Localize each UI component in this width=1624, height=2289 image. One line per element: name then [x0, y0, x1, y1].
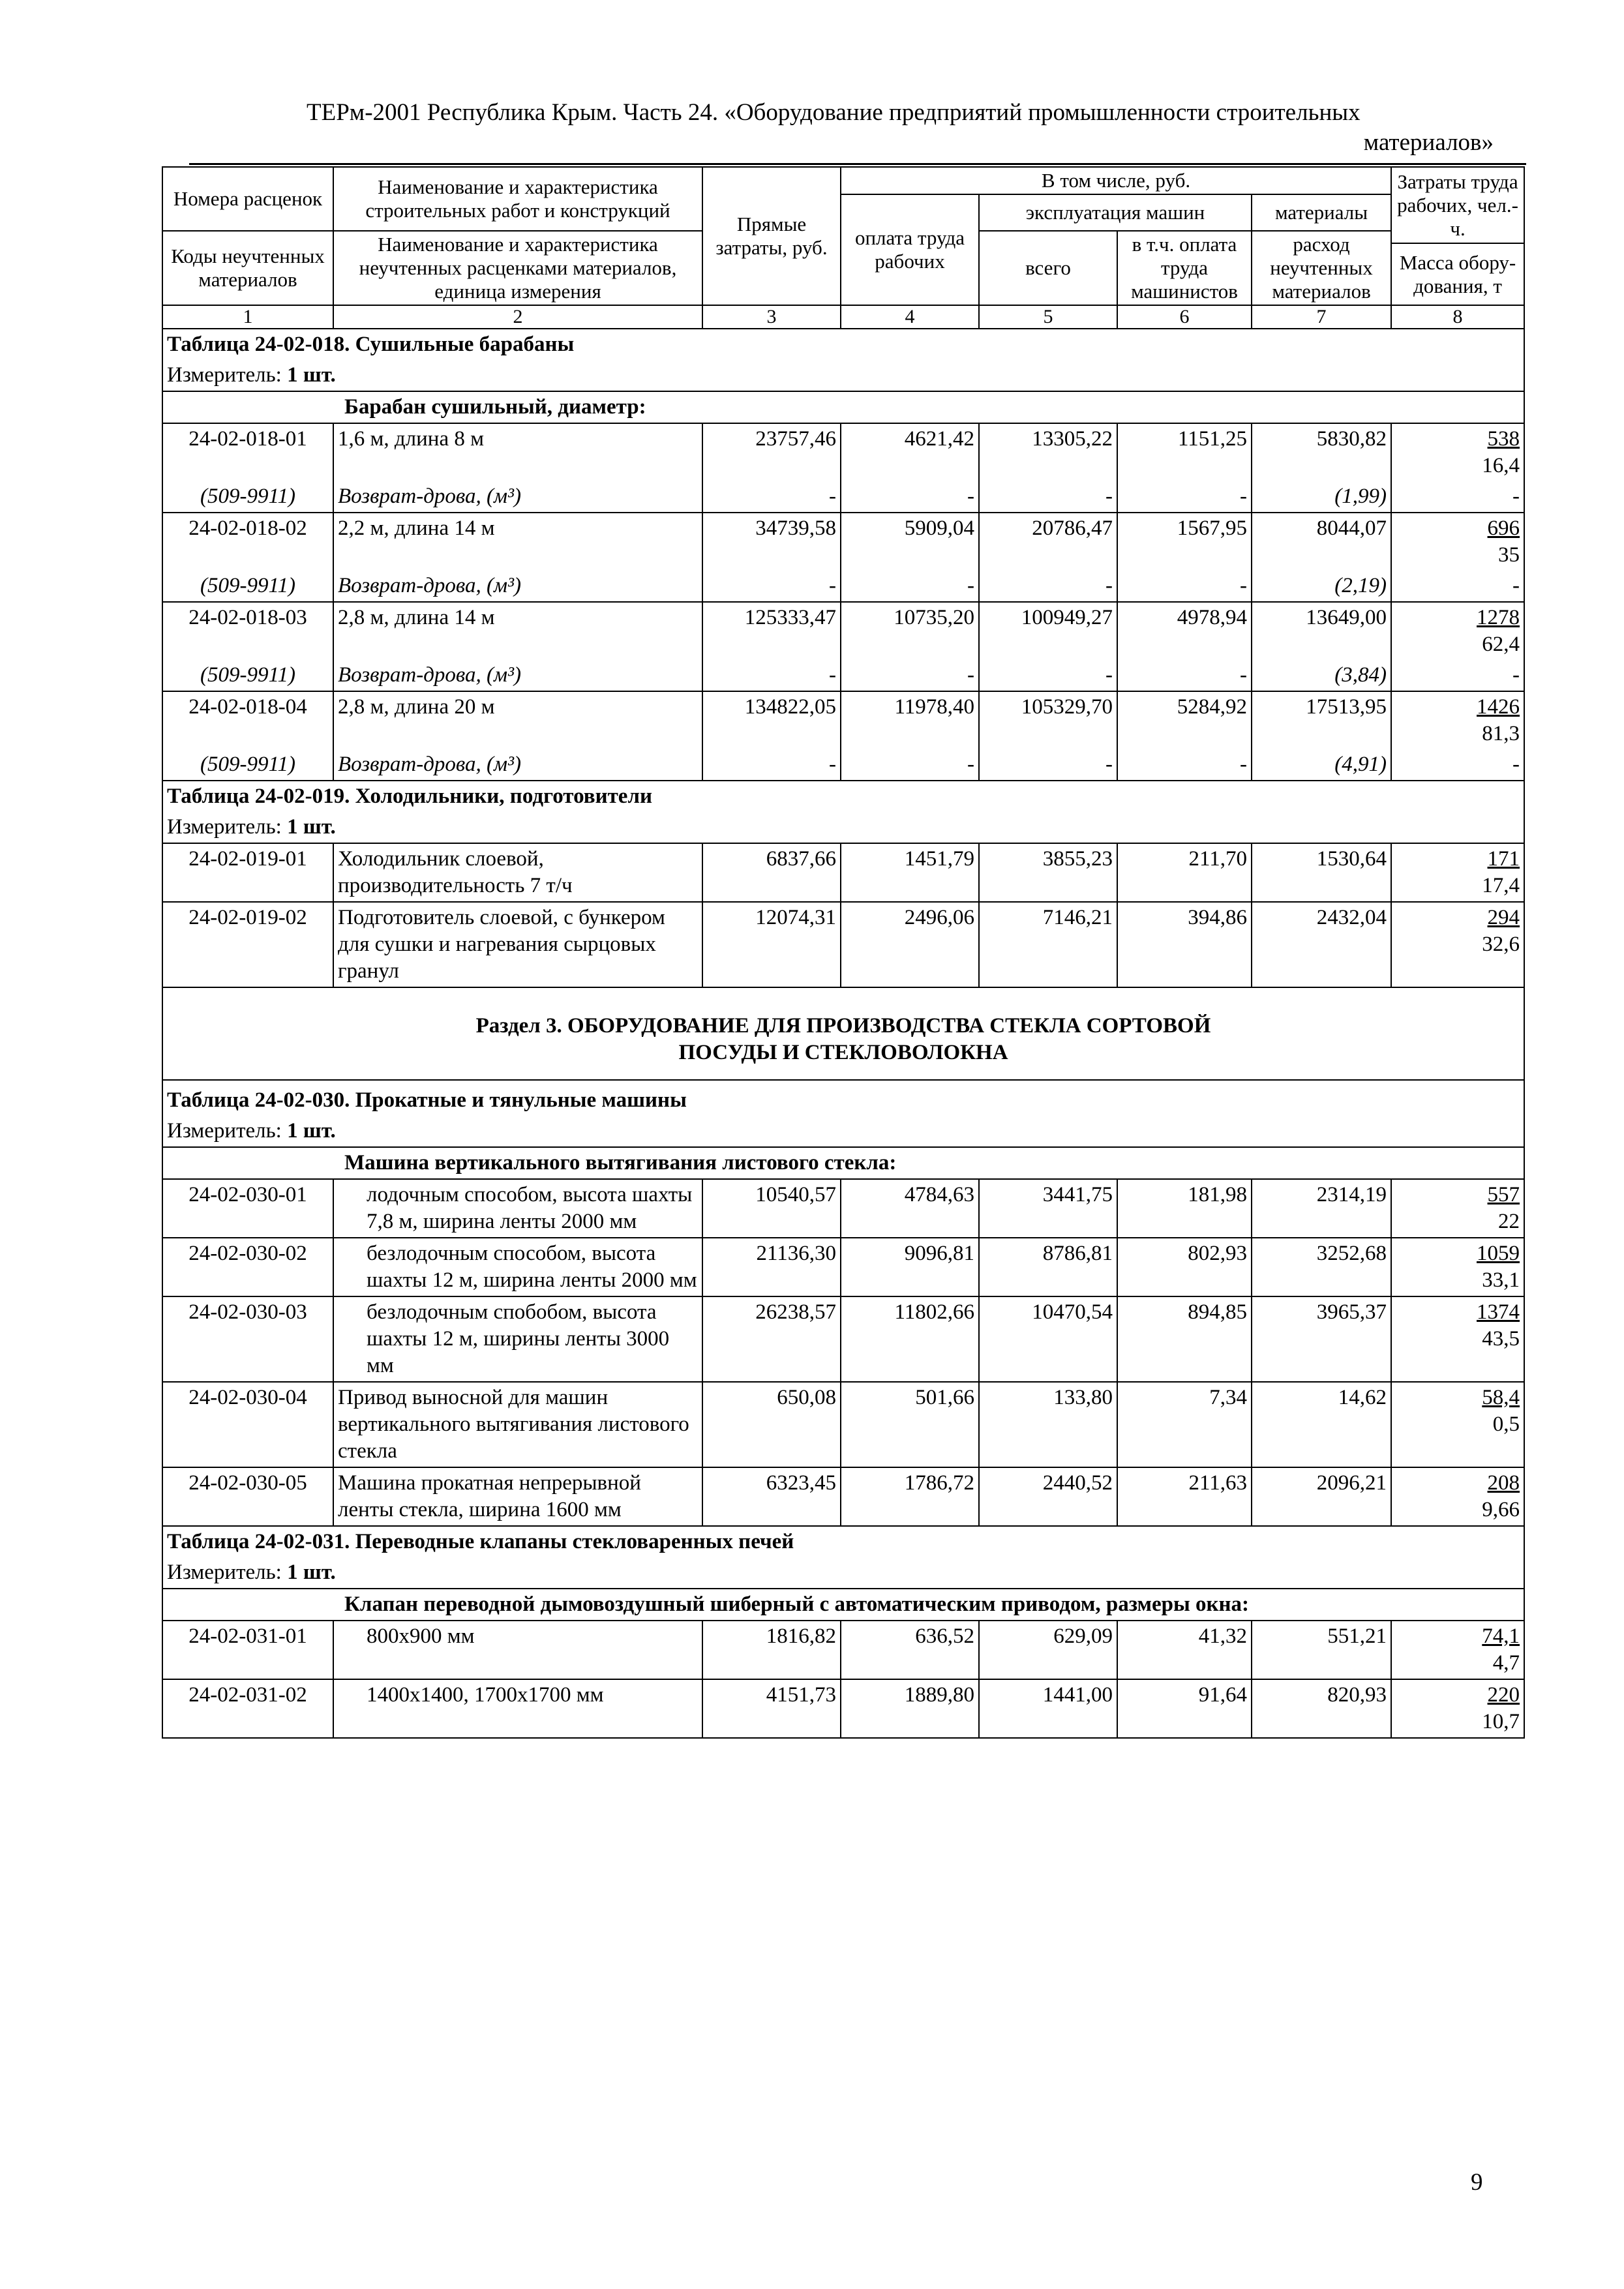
labor-hours: 1426	[1477, 695, 1520, 719]
material-labor: -	[841, 749, 979, 781]
equipment-mass: 33,1	[1482, 1268, 1520, 1292]
table-title-row	[162, 781, 1524, 812]
equipment-mass: 4,7	[1492, 1651, 1520, 1675]
rate-code: 24-02-019-01	[162, 843, 333, 902]
machine-cost: 2440,52	[979, 1467, 1117, 1526]
rate-code: 24-02-018-02	[162, 513, 333, 571]
material-name: Возврат-дрова, (м³)	[333, 749, 702, 781]
material-last: -	[1391, 660, 1524, 691]
col-number: 8	[1391, 305, 1524, 329]
table-title-row	[162, 329, 1524, 360]
measure-label: Измеритель:	[167, 363, 282, 387]
table-row	[162, 691, 1524, 749]
material-mach-labor: -	[1117, 749, 1252, 781]
material-direct: -	[702, 749, 841, 781]
table-title-row	[162, 1080, 1524, 1116]
th-in-total: В том числе, руб.	[841, 167, 1391, 194]
labor-hours: 58,4	[1482, 1386, 1520, 1409]
direct-cost: 4151,73	[702, 1679, 841, 1738]
group-row	[162, 1589, 1524, 1621]
table-row	[162, 1179, 1524, 1238]
rate-code: 24-02-030-04	[162, 1382, 333, 1467]
material-consumption: (3,84)	[1252, 660, 1391, 691]
table-row	[162, 1621, 1524, 1679]
labor-mass-cell	[1391, 691, 1524, 749]
th-machines: эксплуатация машин	[979, 194, 1252, 231]
measure-value: 1 шт.	[287, 1119, 336, 1143]
labor-cost: 5909,04	[841, 513, 979, 571]
material-consumption: (2,19)	[1252, 571, 1391, 602]
labor-cost: 2496,06	[841, 902, 979, 987]
equipment-mass: 17,4	[1482, 874, 1520, 897]
material-row	[162, 571, 1524, 602]
measure-value: 1 шт.	[287, 363, 336, 387]
machine-labor-cost: 91,64	[1117, 1679, 1252, 1738]
th-col3: Прямые затраты, руб.	[702, 167, 841, 305]
equipment-mass: 22	[1498, 1210, 1520, 1233]
table-row	[162, 1467, 1524, 1526]
labor-mass-cell	[1391, 1679, 1524, 1738]
labor-hours: 208	[1487, 1471, 1520, 1495]
material-mach: -	[979, 749, 1117, 781]
measure-label: Измеритель:	[167, 815, 282, 839]
labor-hours: 1278	[1477, 606, 1520, 629]
material-code: (509-9911)	[162, 571, 333, 602]
machine-labor-cost: 1151,25	[1117, 423, 1252, 481]
materials-cost: 3252,68	[1252, 1238, 1391, 1296]
col-number: 3	[702, 305, 841, 329]
th-col1-bottom: Коды неучтенных материалов	[162, 231, 333, 305]
page-number: 9	[1471, 2169, 1483, 2196]
labor-cost: 636,52	[841, 1621, 979, 1679]
labor-cost: 501,66	[841, 1382, 979, 1467]
equipment-mass: 0,5	[1492, 1413, 1520, 1436]
direct-cost: 21136,30	[702, 1238, 841, 1296]
header-line-1: ТЕРм-2001 Республика Крым. Часть 24. «Оборудование предприятий промышленности строительных	[307, 99, 1361, 126]
material-labor: -	[841, 660, 979, 691]
rate-name: 2,8 м, длина 14 м	[333, 602, 702, 660]
direct-cost: 650,08	[702, 1382, 841, 1467]
group-row	[162, 1147, 1524, 1179]
material-mach: -	[979, 571, 1117, 602]
rate-name: лодочным способом, высота шахты 7,8 м, ширина ленты 2000 мм	[333, 1179, 702, 1238]
group-label: Машина вертикального вытягивания листового стекла:	[162, 1147, 1524, 1179]
section-heading	[162, 987, 1524, 1080]
table-row	[162, 1382, 1524, 1467]
direct-cost: 134822,05	[702, 691, 841, 749]
equipment-mass: 62,4	[1482, 633, 1520, 656]
material-name: Возврат-дрова, (м³)	[333, 481, 702, 513]
rate-code: 24-02-019-02	[162, 902, 333, 987]
labor-mass-cell	[1391, 602, 1524, 660]
material-row	[162, 749, 1524, 781]
rate-code: 24-02-031-02	[162, 1679, 333, 1738]
labor-cost: 10735,20	[841, 602, 979, 660]
table-title: Таблица 24-02-030. Прокатные и тянульные машины	[162, 1080, 1524, 1116]
direct-cost: 12074,31	[702, 902, 841, 987]
machine-cost: 1441,00	[979, 1679, 1117, 1738]
th-col8-bottom: Масса обору-дования, т	[1391, 243, 1524, 305]
th-col8-top: Затраты труда рабочих, чел.-ч.	[1391, 167, 1524, 243]
labor-hours: 294	[1487, 906, 1520, 929]
equipment-mass: 35	[1498, 543, 1520, 567]
col-number: 7	[1252, 305, 1391, 329]
material-consumption: (1,99)	[1252, 481, 1391, 513]
machine-cost: 7146,21	[979, 902, 1117, 987]
rate-name: 800х900 мм	[333, 1621, 702, 1679]
machine-cost: 13305,22	[979, 423, 1117, 481]
table-row	[162, 1238, 1524, 1296]
measure-label: Измеритель:	[167, 1561, 282, 1584]
labor-cost: 11802,66	[841, 1296, 979, 1382]
direct-cost: 6323,45	[702, 1467, 841, 1526]
equipment-mass: 32,6	[1482, 933, 1520, 956]
group-label: Клапан переводной дымовоздушный шиберный с автоматическим приводом, размеры окна:	[162, 1589, 1524, 1621]
labor-mass-cell	[1391, 513, 1524, 571]
material-name: Возврат-дрова, (м³)	[333, 660, 702, 691]
group-label: Барабан сушильный, диаметр:	[162, 391, 1524, 423]
rate-name: Подготовитель слоевой, с бункером для сушки и нагревания сырцовых гранул	[333, 902, 702, 987]
labor-cost: 1786,72	[841, 1467, 979, 1526]
material-labor: -	[841, 481, 979, 513]
material-direct: -	[702, 660, 841, 691]
col-number: 6	[1117, 305, 1252, 329]
labor-mass-cell	[1391, 843, 1524, 902]
materials-cost: 551,21	[1252, 1621, 1391, 1679]
material-row	[162, 481, 1524, 513]
material-code: (509-9911)	[162, 481, 333, 513]
machine-cost: 3855,23	[979, 843, 1117, 902]
section-heading-line-1: Раздел 3. ОБОРУДОВАНИЕ ДЛЯ ПРОИЗВОДСТВА СТЕКЛА СОРТОВОЙ	[475, 1014, 1211, 1038]
th-col2-bottom: Наименование и характеристика неучтенных расценками материалов, единица измерения	[333, 231, 702, 305]
labor-hours: 171	[1487, 847, 1520, 871]
measure-label: Измеритель:	[167, 1119, 282, 1143]
labor-cost: 11978,40	[841, 691, 979, 749]
materials-cost: 14,62	[1252, 1382, 1391, 1467]
labor-hours: 696	[1487, 516, 1520, 540]
materials-cost: 8044,07	[1252, 513, 1391, 571]
labor-hours: 74,1	[1482, 1624, 1520, 1648]
table-row	[162, 602, 1524, 660]
equipment-mass: 16,4	[1482, 454, 1520, 477]
labor-hours: 538	[1487, 427, 1520, 451]
table-row	[162, 1679, 1524, 1738]
materials-cost: 2314,19	[1252, 1179, 1391, 1238]
machine-labor-cost: 894,85	[1117, 1296, 1252, 1382]
material-last: -	[1391, 571, 1524, 602]
machine-cost: 3441,75	[979, 1179, 1117, 1238]
material-consumption: (4,91)	[1252, 749, 1391, 781]
labor-mass-cell	[1391, 1621, 1524, 1679]
column-number-row	[162, 305, 1524, 329]
table-row	[162, 513, 1524, 571]
machine-labor-cost: 41,32	[1117, 1621, 1252, 1679]
materials-cost: 2432,04	[1252, 902, 1391, 987]
th-col6: в т.ч. оплата труда машинистов	[1117, 231, 1252, 305]
materials-cost: 17513,95	[1252, 691, 1391, 749]
measure	[162, 1116, 1524, 1147]
labor-mass-cell	[1391, 1467, 1524, 1526]
rate-code: 24-02-018-01	[162, 423, 333, 481]
table-row	[162, 1296, 1524, 1382]
material-mach: -	[979, 660, 1117, 691]
direct-cost: 34739,58	[702, 513, 841, 571]
rate-name: Машина прокатная непрерывной ленты стекла, ширина 1600 мм	[333, 1467, 702, 1526]
table-row	[162, 843, 1524, 902]
table-title-row	[162, 1526, 1524, 1557]
equipment-mass: 81,3	[1482, 722, 1520, 745]
labor-hours: 557	[1487, 1183, 1520, 1206]
section-heading-line-2: ПОСУДЫ И СТЕКЛОВОЛОКНА	[678, 1041, 1008, 1064]
machine-cost: 105329,70	[979, 691, 1117, 749]
materials-cost: 1530,64	[1252, 843, 1391, 902]
rates-table	[162, 166, 1525, 1739]
labor-hours: 1059	[1477, 1242, 1520, 1265]
rate-name: 2,8 м, длина 20 м	[333, 691, 702, 749]
measure-row	[162, 1557, 1524, 1589]
rate-name: Привод выносной для машин вертикального вытягивания листового стекла	[333, 1382, 702, 1467]
material-mach-labor: -	[1117, 660, 1252, 691]
material-code: (509-9911)	[162, 660, 333, 691]
labor-cost: 1889,80	[841, 1679, 979, 1738]
machine-cost: 10470,54	[979, 1296, 1117, 1382]
measure-row	[162, 360, 1524, 391]
col-number: 5	[979, 305, 1117, 329]
th-col4: оплата труда рабочих	[841, 194, 979, 305]
table-row	[162, 423, 1524, 481]
th-col7: расход неучтенных материалов	[1252, 231, 1391, 305]
rate-code: 24-02-030-05	[162, 1467, 333, 1526]
rate-name: безлодочным спобобом, высота шахты 12 м, ширины ленты 3000 мм	[333, 1296, 702, 1382]
materials-cost: 820,93	[1252, 1679, 1391, 1738]
rate-name: Холодильник слоевой, производительность 7 т/ч	[333, 843, 702, 902]
material-mach: -	[979, 481, 1117, 513]
material-mach-labor: -	[1117, 571, 1252, 602]
machine-labor-cost: 7,34	[1117, 1382, 1252, 1467]
machine-cost: 20786,47	[979, 513, 1117, 571]
machine-labor-cost: 181,98	[1117, 1179, 1252, 1238]
equipment-mass: 9,66	[1482, 1498, 1520, 1521]
labor-mass-cell	[1391, 902, 1524, 987]
material-last: -	[1391, 749, 1524, 781]
direct-cost: 26238,57	[702, 1296, 841, 1382]
rate-name: 1400х1400, 1700х1700 мм	[333, 1679, 702, 1738]
material-labor: -	[841, 571, 979, 602]
materials-cost: 2096,21	[1252, 1467, 1391, 1526]
machine-labor-cost: 802,93	[1117, 1238, 1252, 1296]
header-rule	[189, 163, 1526, 165]
rate-code: 24-02-018-03	[162, 602, 333, 660]
labor-cost: 4621,42	[841, 423, 979, 481]
labor-hours: 220	[1487, 1683, 1520, 1707]
material-code: (509-9911)	[162, 749, 333, 781]
machine-labor-cost: 394,86	[1117, 902, 1252, 987]
material-direct: -	[702, 571, 841, 602]
machine-labor-cost: 211,63	[1117, 1467, 1252, 1526]
rate-code: 24-02-030-01	[162, 1179, 333, 1238]
machine-labor-cost: 5284,92	[1117, 691, 1252, 749]
materials-cost: 13649,00	[1252, 602, 1391, 660]
direct-cost: 6837,66	[702, 843, 841, 902]
th-materials: материалы	[1252, 194, 1391, 231]
document-header	[307, 98, 1494, 158]
measure-row	[162, 1116, 1524, 1147]
machine-labor-cost: 4978,94	[1117, 602, 1252, 660]
measure	[162, 360, 1524, 391]
machine-cost: 100949,27	[979, 602, 1117, 660]
labor-cost: 4784,63	[841, 1179, 979, 1238]
direct-cost: 10540,57	[702, 1179, 841, 1238]
labor-mass-cell	[1391, 423, 1524, 481]
group-row	[162, 391, 1524, 423]
labor-mass-cell	[1391, 1179, 1524, 1238]
rate-code: 24-02-031-01	[162, 1621, 333, 1679]
measure-value: 1 шт.	[287, 815, 336, 839]
machine-cost: 133,80	[979, 1382, 1117, 1467]
rate-code: 24-02-018-04	[162, 691, 333, 749]
th-col1-top: Номера расценок	[162, 167, 333, 231]
header-line-2: материалов»	[1363, 129, 1494, 156]
measure	[162, 812, 1524, 843]
material-name: Возврат-дрова, (м³)	[333, 571, 702, 602]
direct-cost: 1816,82	[702, 1621, 841, 1679]
measure-row	[162, 812, 1524, 843]
labor-hours: 1374	[1477, 1300, 1520, 1324]
materials-cost: 5830,82	[1252, 423, 1391, 481]
table-title: Таблица 24-02-019. Холодильники, подготовители	[162, 781, 1524, 812]
material-direct: -	[702, 481, 841, 513]
section-heading-row	[162, 987, 1524, 1080]
labor-mass-cell	[1391, 1382, 1524, 1467]
material-row	[162, 660, 1524, 691]
table-title: Таблица 24-02-018. Сушильные барабаны	[162, 329, 1524, 360]
measure	[162, 1557, 1524, 1589]
rate-name: безлодочным способом, высота шахты 12 м, ширина ленты 2000 мм	[333, 1238, 702, 1296]
rate-name: 1,6 м, длина 8 м	[333, 423, 702, 481]
table-row	[162, 902, 1524, 987]
material-last: -	[1391, 481, 1524, 513]
equipment-mass: 43,5	[1482, 1327, 1520, 1351]
machine-cost: 8786,81	[979, 1238, 1117, 1296]
labor-cost: 9096,81	[841, 1238, 979, 1296]
labor-mass-cell	[1391, 1296, 1524, 1382]
rate-code: 24-02-030-03	[162, 1296, 333, 1382]
labor-mass-cell	[1391, 1238, 1524, 1296]
th-col2-top: Наименование и характеристика строительных работ и конструкций	[333, 167, 702, 231]
direct-cost: 23757,46	[702, 423, 841, 481]
col-number: 2	[333, 305, 702, 329]
direct-cost: 125333,47	[702, 602, 841, 660]
equipment-mass: 10,7	[1482, 1710, 1520, 1733]
th-col5: всего	[979, 231, 1117, 305]
machine-labor-cost: 211,70	[1117, 843, 1252, 902]
materials-cost: 3965,37	[1252, 1296, 1391, 1382]
machine-cost: 629,09	[979, 1621, 1117, 1679]
material-mach-labor: -	[1117, 481, 1252, 513]
machine-labor-cost: 1567,95	[1117, 513, 1252, 571]
measure-value: 1 шт.	[287, 1561, 336, 1584]
table-title: Таблица 24-02-031. Переводные клапаны стекловаренных печей	[162, 1526, 1524, 1557]
labor-cost: 1451,79	[841, 843, 979, 902]
col-number: 1	[162, 305, 333, 329]
rate-name: 2,2 м, длина 14 м	[333, 513, 702, 571]
rate-code: 24-02-030-02	[162, 1238, 333, 1296]
col-number: 4	[841, 305, 979, 329]
